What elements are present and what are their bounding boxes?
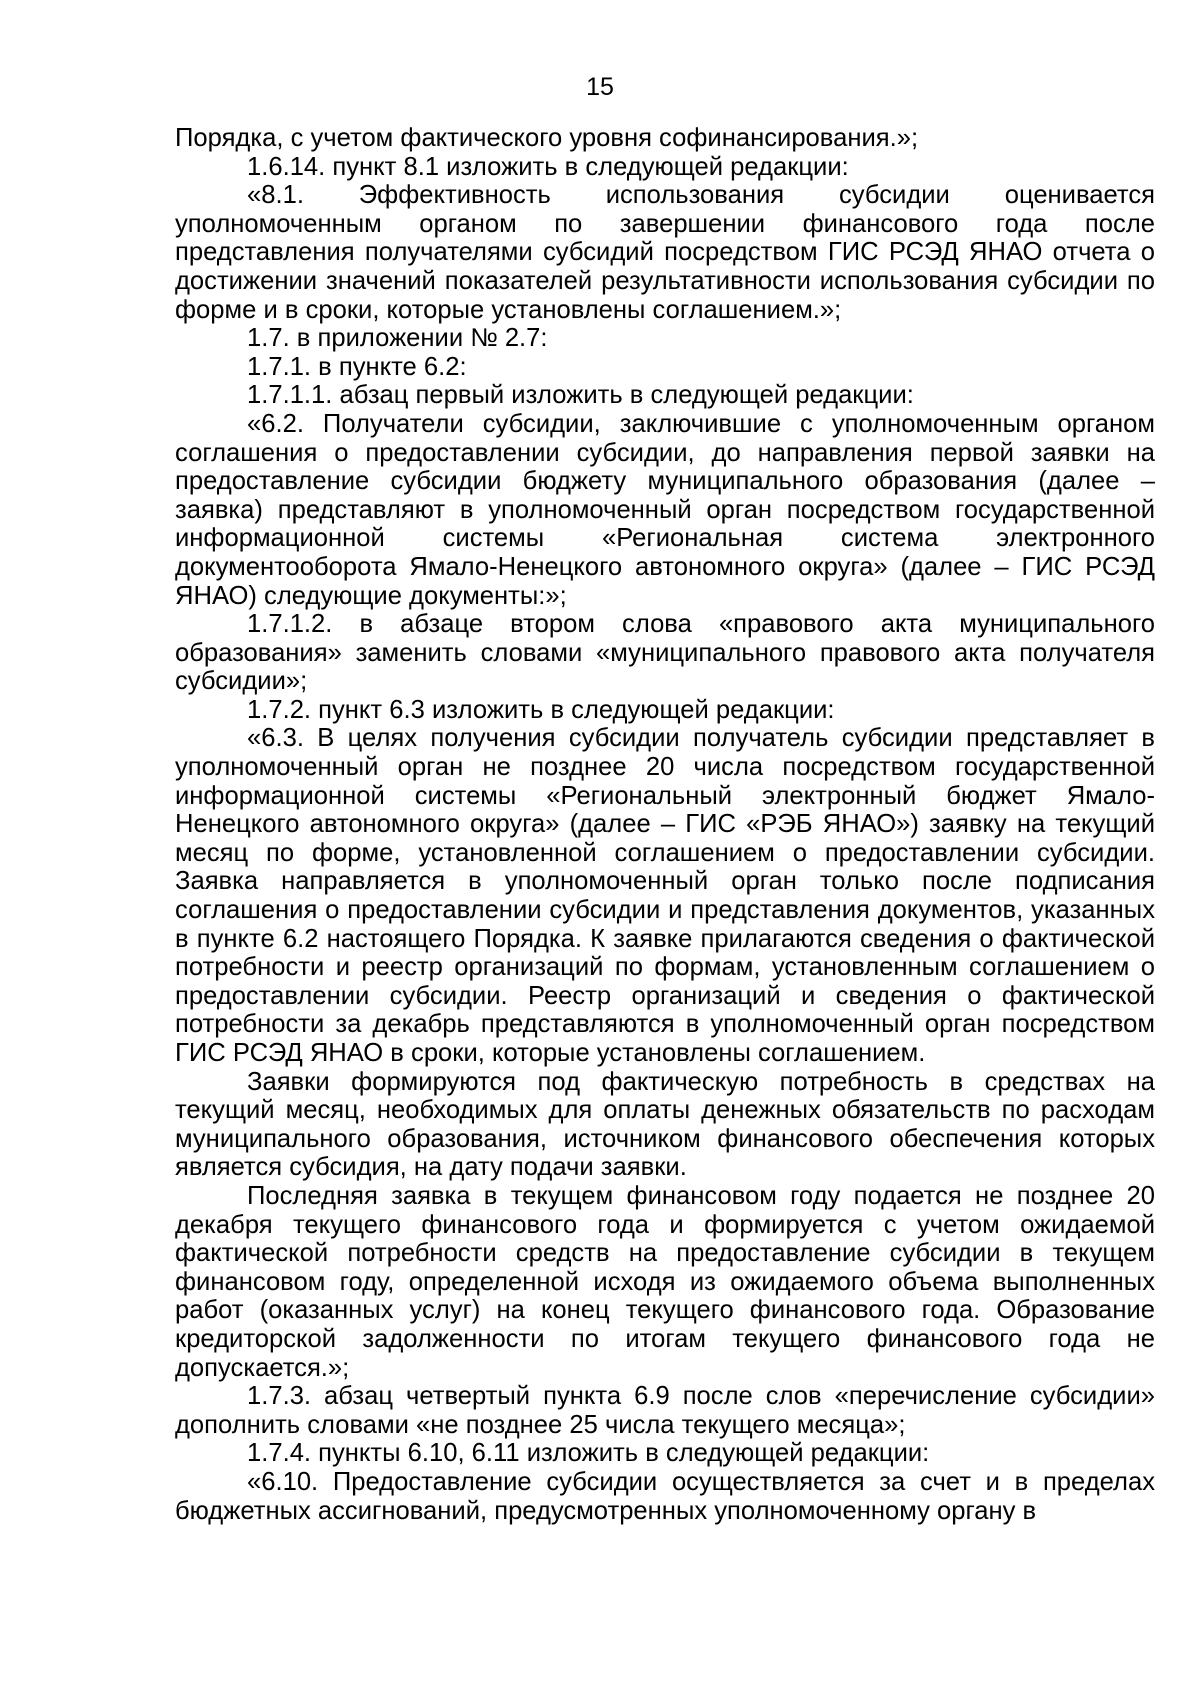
paragraph: Заявки формируются под фактическую потребность в средствах на текущий месяц, необходимых для оплаты денежных обязательств по расходам муниципального образования, источником финансового обеспечения которых является субсидия, на дату подачи заявки. (175, 1067, 1155, 1182)
paragraph: Порядка, с учетом фактического уровня софинансирования.»; (175, 124, 919, 152)
paragraph: «6.3. В целях получения субсидии получатель субсидии представляет в уполномоченный орган не позднее 20 числа посредством государственной информационной системы «Региональный электронный бюджет Ямало-Ненецкого автономного округа» (далее – ГИС «РЭБ ЯНАО») заявку на текущий месяц по форме, установленной соглашением о предоставлении субсидии. Заявка направляется в уполномоченный орган только после подписания соглашения о предоставлении субсидии и представления документов, указанных в пункте 6.2 настоящего Порядка. К заявке прилагаются сведения о фактической потребности и реестр организаций по формам, установленным соглашением о предоставлении субсидии. Реестр организаций и сведения о фактической потребности за декабрь представляются в уполномоченный орган посредством ГИС РСЭД ЯНАО в сроки, которые установлены соглашением. (175, 724, 1155, 1067)
page-number: 15 (586, 73, 614, 101)
paragraph: 1.7.4. пункты 6.10, 6.11 изложить в следующей редакции: (247, 1439, 930, 1468)
paragraph: 1.7. в приложении № 2.7: (247, 324, 548, 353)
paragraph: «6.10. Предоставление субсидии осуществляется за счет и в пределах бюджетных ассигнований, предусмотренных уполномоченному органу в (175, 1467, 1155, 1525)
paragraph: 1.7.3. абзац четвертый пункта 6.9 после слов «перечисление субсидии» дополнить словами «не позднее 25 числа текущего месяца»; (175, 1382, 1155, 1439)
paragraph: 1.7.1. в пункте 6.2: (247, 352, 467, 381)
paragraph: 1.6.14. пункт 8.1 изложить в следующей редакции: (247, 152, 849, 181)
paragraph: «8.1. Эффективность использования субсидии оценивается уполномоченным органом по завершении финансового года после представления получателями субсидий посредством ГИС РСЭД ЯНАО отчета о достижении значений показателей результативности использования субсидии по форме и в сроки, которые установлены соглашением.»; (175, 181, 1155, 324)
document-body (175, 124, 1155, 1525)
paragraph: Последняя заявка в текущем финансовом году подается не позднее 20 декабря текущего финансового года и формируется с учетом ожидаемой фактической потребности средств на предоставление субсидии в текущем финансовом году, определенной исходя из ожидаемого объема выполненных работ (оказанных услуг) на конец текущего финансового года. Образование кредиторской задолженности по итогам текущего финансового года не допускается.»; (175, 1181, 1155, 1382)
paragraph: «6.2. Получатели субсидии, заключившие с уполномоченным органом соглашения о предоставлении субсидии, до направления первой заявки на предоставление субсидии бюджету муниципального образования (далее – заявка) представляют в уполномоченный орган посредством государственной информационной системы «Региональная система электронного документооборота Ямало-Ненецкого автономного округа» (далее – ГИС РСЭД ЯНАО) следующие документы:»; (175, 409, 1155, 610)
paragraph: 1.7.2. пункт 6.3 изложить в следующей редакции: (247, 695, 835, 724)
paragraph: 1.7.1.2. в абзаце втором слова «правового акта муниципального образования» заменить словами «муниципального правового акта получателя субсидии»; (175, 610, 1155, 696)
paragraph: 1.7.1.1. абзац первый изложить в следующей редакции: (247, 381, 914, 410)
